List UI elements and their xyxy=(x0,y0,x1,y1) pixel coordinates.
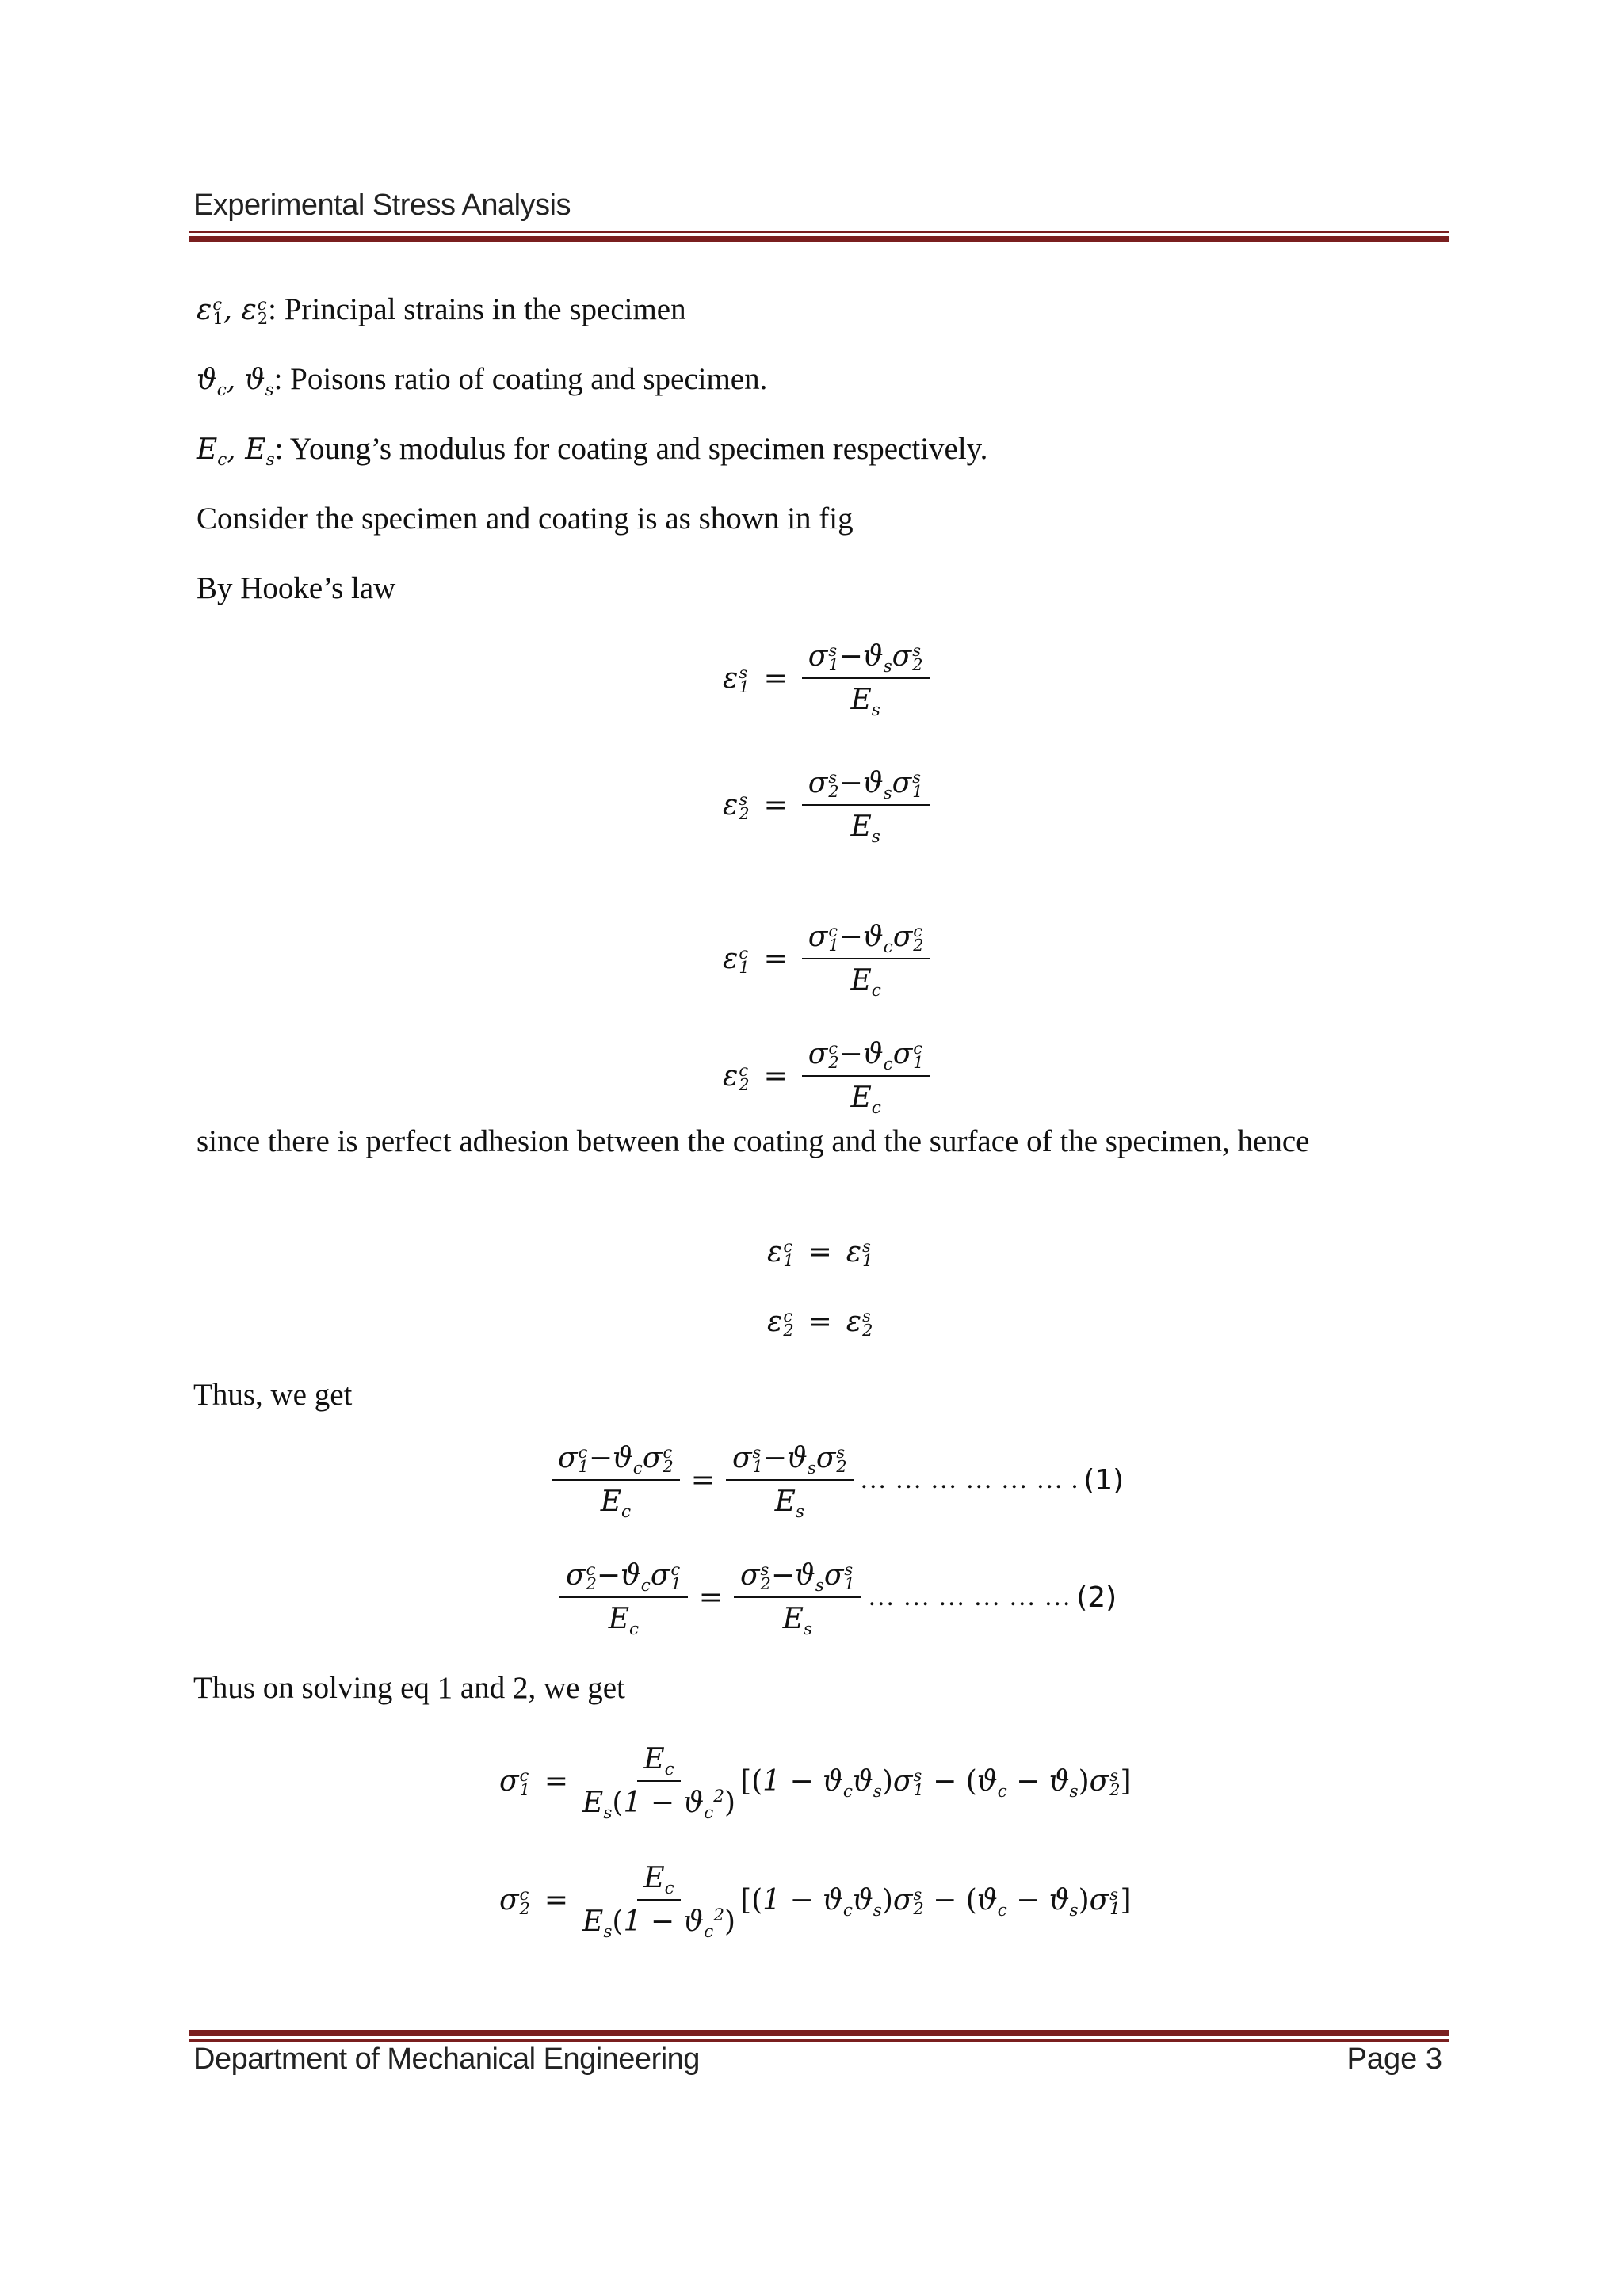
paragraph-hooke: By Hooke’s law xyxy=(197,571,396,605)
equation-sigma-c2: σ c 2 = $\frac{E_c}{E_s(1 - ϑ_c^2)}$ [$(1 - ϑ_cϑ_s)\sigma$ s 2 − $(ϑ_c - ϑ_s)\sigma$ s 1 ] xyxy=(499,1862,1132,1943)
equation-1-number: (1) xyxy=(1083,1463,1125,1497)
header-rule xyxy=(189,231,1449,242)
equation-2-dots: … … … … … … xyxy=(867,1582,1072,1611)
equation-1-dots: … … … … … … . xyxy=(859,1465,1079,1494)
paragraph-adhesion: since there is perfect adhesion between the coating and the surface of the specimen, hence xyxy=(197,1124,1310,1158)
paragraph-consider: Consider the specimen and coating is as shown in fig xyxy=(197,502,854,536)
definition-poisons-ratio: $ϑ_c$, $ϑ_s$: Poisons ratio of coating and specimen. xyxy=(197,362,768,401)
footer-page-number: Page 3 xyxy=(1346,2042,1442,2076)
paragraph-thus: Thus, we get xyxy=(193,1378,353,1412)
equation-strain-s2: ε s 2 = σ s 2 $-ϑ_s\sigma$ s 1 $E_s$ xyxy=(723,767,930,843)
footer-rule xyxy=(189,2030,1449,2042)
definition-youngs-modulus: $E_c$, $E_s$: Young’s modulus for coating and specimen respectively. xyxy=(197,432,988,471)
equation-equal-strain-2: ε c 2 = ε s 2 xyxy=(767,1306,873,1340)
symbol-epsilon-c: ε c 1 , ε c 2 xyxy=(197,294,269,328)
equation-1: σ c 1 $-ϑ_c\sigma$ c 2 $E_c$ = σ s 1 $-ϑ_s\sigma$ s 2 $E_s$ … … … … … … . (1) xyxy=(552,1442,1124,1518)
equation-strain-c2: ε c 2 = σ c 2 $-ϑ_c\sigma$ c 1 $E_c$ xyxy=(723,1038,930,1114)
symbol-theta: $ϑ_c$, $ϑ_s$ xyxy=(197,364,274,401)
equation-sigma-c1: σ c 1 = $\frac{E_c}{E_s(1 - ϑ_c^2)}$ [$(1 - ϑ_cϑ_s)\sigma$ s 1 − $(ϑ_c - ϑ_s)\sigma$ s 2 ] xyxy=(499,1743,1132,1824)
equation-equal-strain-1: ε c 1 = ε s 1 xyxy=(767,1236,873,1270)
definition-principal-strains: ε c 1 , ε c 2 : Principal strains in the specimen xyxy=(197,292,686,328)
footer-department: Department of Mechanical Engineering xyxy=(193,2042,700,2076)
header-title: Experimental Stress Analysis xyxy=(193,189,571,222)
equation-strain-c1: ε c 1 = σ c 1 $-ϑ_c\sigma$ c 2 $E_c$ xyxy=(723,921,930,997)
equation-2-number: (2) xyxy=(1076,1581,1117,1614)
equation-2: σ c 2 $-ϑ_c\sigma$ c 1 $E_c$ = σ s 2 $-ϑ_s\sigma$ s 1 $E_s$ … … … … … … (2) xyxy=(559,1559,1117,1635)
symbol-E: $E_c$, $E_s$ xyxy=(197,433,275,471)
equation-strain-s1: ε s 1 = σ s 1 $-ϑ_s\sigma$ s 2 $E_s$ xyxy=(723,640,930,716)
paragraph-solving: Thus on solving eq 1 and 2, we get xyxy=(193,1671,625,1705)
